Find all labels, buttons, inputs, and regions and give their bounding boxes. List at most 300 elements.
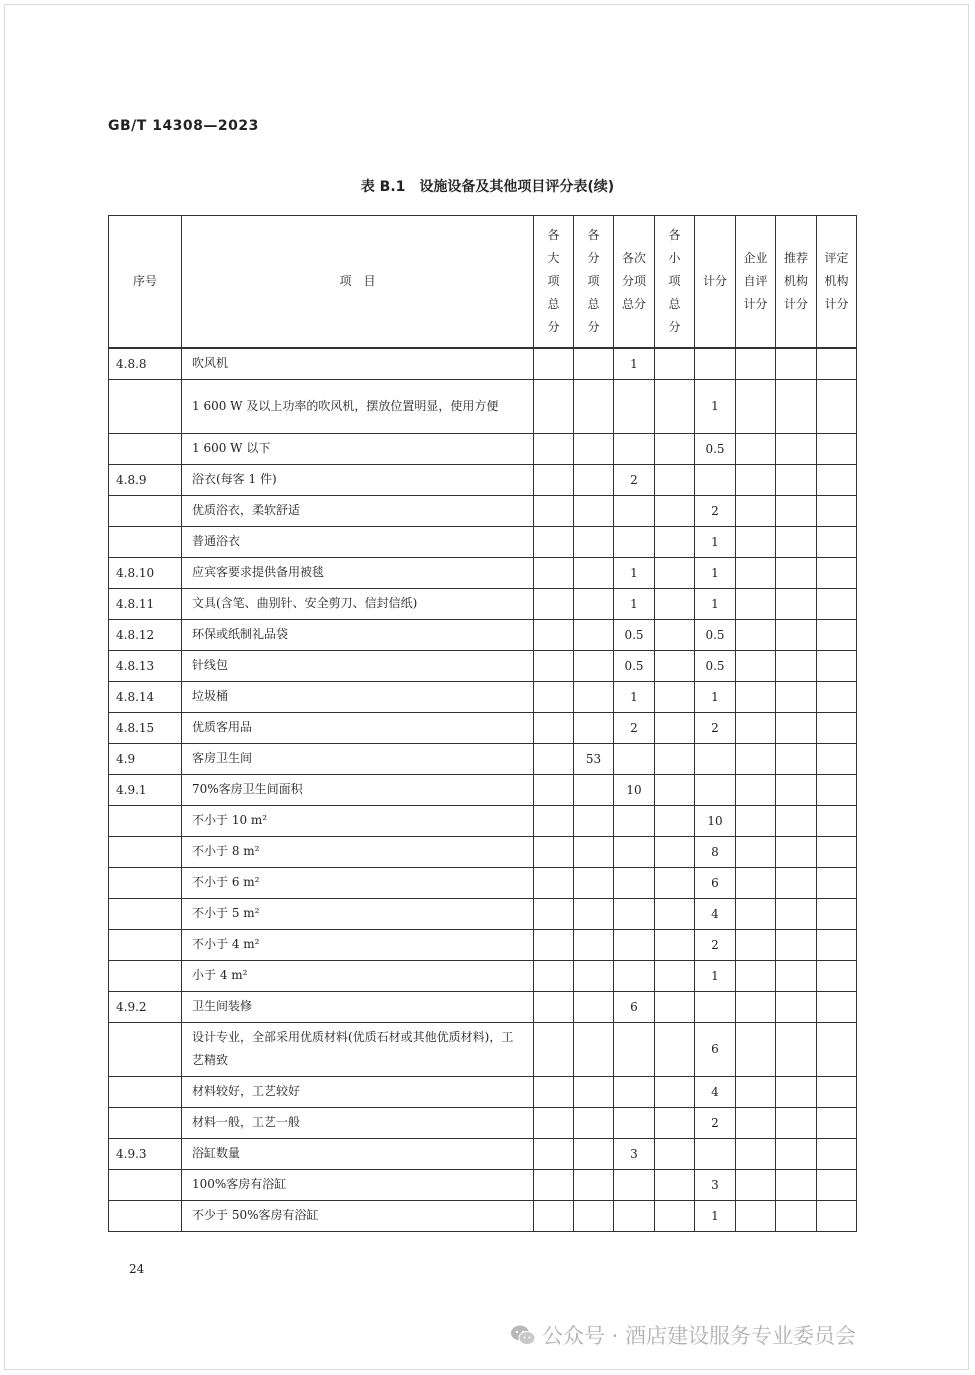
row-minor-total bbox=[655, 619, 695, 650]
row-self-eval bbox=[736, 348, 776, 380]
row-sub-total bbox=[574, 805, 614, 836]
row-secondary-total bbox=[614, 1022, 655, 1076]
row-major-total bbox=[534, 1138, 574, 1169]
row-code bbox=[109, 1107, 182, 1138]
row-sub-total bbox=[574, 681, 614, 712]
row-rating-eval bbox=[817, 526, 857, 557]
row-secondary-total bbox=[614, 433, 655, 464]
row-major-total bbox=[534, 526, 574, 557]
row-recommend-eval bbox=[776, 650, 817, 681]
row-sub-total bbox=[574, 712, 614, 743]
row-code: 4.8.13 bbox=[109, 650, 182, 681]
row-major-total bbox=[534, 557, 574, 588]
row-item: 吹风机 bbox=[182, 348, 534, 380]
row-rating-eval bbox=[817, 495, 857, 526]
row-self-eval bbox=[736, 929, 776, 960]
row-self-eval bbox=[736, 712, 776, 743]
row-secondary-total bbox=[614, 929, 655, 960]
row-self-eval bbox=[736, 1076, 776, 1107]
row-score: 6 bbox=[695, 1022, 736, 1076]
watermark-text: 公众号 · 酒店建设服务专业委员会 bbox=[542, 1324, 857, 1348]
row-minor-total bbox=[655, 681, 695, 712]
row-sub-total bbox=[574, 650, 614, 681]
row-score bbox=[695, 1138, 736, 1169]
row-score: 8 bbox=[695, 836, 736, 867]
row-sub-total bbox=[574, 1022, 614, 1076]
row-recommend-eval bbox=[776, 712, 817, 743]
row-code bbox=[109, 867, 182, 898]
row-self-eval bbox=[736, 836, 776, 867]
row-minor-total bbox=[655, 526, 695, 557]
table-row bbox=[109, 1022, 857, 1076]
row-minor-total bbox=[655, 495, 695, 526]
row-major-total bbox=[534, 681, 574, 712]
row-code: 4.8.8 bbox=[109, 348, 182, 380]
table-row bbox=[109, 929, 857, 960]
row-self-eval bbox=[736, 557, 776, 588]
row-major-total bbox=[534, 805, 574, 836]
row-item: 应宾客要求提供备用被毯 bbox=[182, 557, 534, 588]
table-body bbox=[109, 348, 857, 1232]
row-major-total bbox=[534, 836, 574, 867]
row-major-total bbox=[534, 867, 574, 898]
row-score: 1 bbox=[695, 1200, 736, 1231]
table-row bbox=[109, 898, 857, 929]
col-header-rating-eval: 评定机构计分 bbox=[817, 216, 857, 348]
standard-code: GB/T 14308—2023 bbox=[108, 118, 259, 134]
row-major-total bbox=[534, 495, 574, 526]
row-score bbox=[695, 464, 736, 495]
row-recommend-eval bbox=[776, 991, 817, 1022]
row-item: 不小于 5 m² bbox=[182, 898, 534, 929]
row-code bbox=[109, 495, 182, 526]
row-rating-eval bbox=[817, 433, 857, 464]
row-code bbox=[109, 836, 182, 867]
row-minor-total bbox=[655, 650, 695, 681]
col-header-self-eval: 企业自评计分 bbox=[736, 216, 776, 348]
row-rating-eval bbox=[817, 619, 857, 650]
row-score: 6 bbox=[695, 867, 736, 898]
table-row bbox=[109, 557, 857, 588]
row-score: 0.5 bbox=[695, 433, 736, 464]
row-secondary-total: 1 bbox=[614, 588, 655, 619]
row-self-eval bbox=[736, 588, 776, 619]
row-sub-total bbox=[574, 1107, 614, 1138]
row-sub-total bbox=[574, 495, 614, 526]
row-code bbox=[109, 805, 182, 836]
table-row bbox=[109, 1200, 857, 1231]
row-minor-total bbox=[655, 433, 695, 464]
row-item: 浴衣(每客 1 件) bbox=[182, 464, 534, 495]
row-score: 2 bbox=[695, 712, 736, 743]
row-secondary-total bbox=[614, 1200, 655, 1231]
row-rating-eval bbox=[817, 1076, 857, 1107]
row-item: 垃圾桶 bbox=[182, 681, 534, 712]
row-minor-total bbox=[655, 348, 695, 380]
row-score bbox=[695, 774, 736, 805]
row-minor-total bbox=[655, 960, 695, 991]
table-row bbox=[109, 526, 857, 557]
row-secondary-total bbox=[614, 867, 655, 898]
row-recommend-eval bbox=[776, 960, 817, 991]
row-major-total bbox=[534, 650, 574, 681]
row-sub-total bbox=[574, 898, 614, 929]
row-sub-total bbox=[574, 991, 614, 1022]
row-self-eval bbox=[736, 379, 776, 433]
row-secondary-total bbox=[614, 1107, 655, 1138]
table-row bbox=[109, 805, 857, 836]
row-major-total bbox=[534, 960, 574, 991]
row-code bbox=[109, 379, 182, 433]
row-item: 针线包 bbox=[182, 650, 534, 681]
row-self-eval bbox=[736, 805, 776, 836]
row-secondary-total: 2 bbox=[614, 712, 655, 743]
table-row bbox=[109, 1107, 857, 1138]
row-recommend-eval bbox=[776, 526, 817, 557]
row-score: 2 bbox=[695, 929, 736, 960]
table-row bbox=[109, 960, 857, 991]
row-sub-total bbox=[574, 619, 614, 650]
row-minor-total bbox=[655, 1022, 695, 1076]
row-secondary-total: 10 bbox=[614, 774, 655, 805]
row-code: 4.8.10 bbox=[109, 557, 182, 588]
table-row bbox=[109, 619, 857, 650]
table-header-row bbox=[109, 216, 857, 348]
row-self-eval bbox=[736, 526, 776, 557]
row-score: 1 bbox=[695, 960, 736, 991]
row-sub-total bbox=[574, 960, 614, 991]
row-score bbox=[695, 991, 736, 1022]
row-major-total bbox=[534, 1200, 574, 1231]
row-item: 不少于 50%客房有浴缸 bbox=[182, 1200, 534, 1231]
row-secondary-total bbox=[614, 1169, 655, 1200]
table-row bbox=[109, 681, 857, 712]
row-rating-eval bbox=[817, 464, 857, 495]
row-recommend-eval bbox=[776, 1169, 817, 1200]
wechat-icon bbox=[510, 1324, 536, 1346]
row-sub-total bbox=[574, 774, 614, 805]
row-secondary-total: 2 bbox=[614, 464, 655, 495]
row-recommend-eval bbox=[776, 1107, 817, 1138]
row-self-eval bbox=[736, 433, 776, 464]
row-score: 0.5 bbox=[695, 650, 736, 681]
row-self-eval bbox=[736, 464, 776, 495]
row-secondary-total bbox=[614, 495, 655, 526]
row-major-total bbox=[534, 743, 574, 774]
row-code bbox=[109, 960, 182, 991]
row-secondary-total bbox=[614, 836, 655, 867]
row-item: 卫生间装修 bbox=[182, 991, 534, 1022]
row-item: 浴缸数量 bbox=[182, 1138, 534, 1169]
row-code bbox=[109, 1076, 182, 1107]
row-recommend-eval bbox=[776, 464, 817, 495]
row-rating-eval bbox=[817, 557, 857, 588]
row-minor-total bbox=[655, 1169, 695, 1200]
table-row bbox=[109, 774, 857, 805]
row-self-eval bbox=[736, 681, 776, 712]
col-header-code: 序号 bbox=[109, 216, 182, 348]
row-self-eval bbox=[736, 898, 776, 929]
row-rating-eval bbox=[817, 1200, 857, 1231]
row-score: 4 bbox=[695, 1076, 736, 1107]
row-recommend-eval bbox=[776, 433, 817, 464]
row-rating-eval bbox=[817, 650, 857, 681]
row-major-total bbox=[534, 1022, 574, 1076]
row-major-total bbox=[534, 619, 574, 650]
row-recommend-eval bbox=[776, 929, 817, 960]
row-sub-total bbox=[574, 464, 614, 495]
row-minor-total bbox=[655, 712, 695, 743]
row-sub-total: 53 bbox=[574, 743, 614, 774]
row-sub-total bbox=[574, 348, 614, 380]
row-minor-total bbox=[655, 898, 695, 929]
row-sub-total bbox=[574, 929, 614, 960]
row-sub-total bbox=[574, 1076, 614, 1107]
row-minor-total bbox=[655, 836, 695, 867]
row-rating-eval bbox=[817, 991, 857, 1022]
row-item: 小于 4 m² bbox=[182, 960, 534, 991]
row-secondary-total: 3 bbox=[614, 1138, 655, 1169]
table-row bbox=[109, 588, 857, 619]
row-score: 3 bbox=[695, 1169, 736, 1200]
row-minor-total bbox=[655, 743, 695, 774]
row-secondary-total bbox=[614, 898, 655, 929]
row-secondary-total bbox=[614, 743, 655, 774]
table-row bbox=[109, 433, 857, 464]
row-self-eval bbox=[736, 743, 776, 774]
row-code: 4.8.11 bbox=[109, 588, 182, 619]
row-self-eval bbox=[736, 1169, 776, 1200]
row-sub-total bbox=[574, 836, 614, 867]
row-recommend-eval bbox=[776, 557, 817, 588]
row-minor-total bbox=[655, 774, 695, 805]
row-rating-eval bbox=[817, 960, 857, 991]
row-recommend-eval bbox=[776, 836, 817, 867]
row-self-eval bbox=[736, 1200, 776, 1231]
row-code: 4.8.9 bbox=[109, 464, 182, 495]
row-secondary-total bbox=[614, 526, 655, 557]
row-item: 不小于 6 m² bbox=[182, 867, 534, 898]
row-code: 4.9.1 bbox=[109, 774, 182, 805]
row-minor-total bbox=[655, 1138, 695, 1169]
row-sub-total bbox=[574, 526, 614, 557]
row-rating-eval bbox=[817, 379, 857, 433]
table-row bbox=[109, 348, 857, 380]
row-item: 优质浴衣，柔软舒适 bbox=[182, 495, 534, 526]
row-minor-total bbox=[655, 379, 695, 433]
row-rating-eval bbox=[817, 743, 857, 774]
row-code: 4.9.3 bbox=[109, 1138, 182, 1169]
row-recommend-eval bbox=[776, 619, 817, 650]
row-sub-total bbox=[574, 1200, 614, 1231]
row-self-eval bbox=[736, 1107, 776, 1138]
row-minor-total bbox=[655, 1107, 695, 1138]
row-rating-eval bbox=[817, 1169, 857, 1200]
row-recommend-eval bbox=[776, 1076, 817, 1107]
col-header-sub-total: 各分项总分 bbox=[574, 216, 614, 348]
row-secondary-total bbox=[614, 960, 655, 991]
row-code: 4.8.12 bbox=[109, 619, 182, 650]
row-code bbox=[109, 433, 182, 464]
row-major-total bbox=[534, 348, 574, 380]
row-minor-total bbox=[655, 588, 695, 619]
row-item: 不小于 4 m² bbox=[182, 929, 534, 960]
row-rating-eval bbox=[817, 805, 857, 836]
row-minor-total bbox=[655, 867, 695, 898]
row-secondary-total: 0.5 bbox=[614, 650, 655, 681]
row-rating-eval bbox=[817, 712, 857, 743]
row-secondary-total: 6 bbox=[614, 991, 655, 1022]
row-rating-eval bbox=[817, 1022, 857, 1076]
row-sub-total bbox=[574, 588, 614, 619]
row-secondary-total: 1 bbox=[614, 348, 655, 380]
row-item: 不小于 10 m² bbox=[182, 805, 534, 836]
row-major-total bbox=[534, 588, 574, 619]
col-header-recommend-eval: 推荐机构计分 bbox=[776, 216, 817, 348]
row-minor-total bbox=[655, 464, 695, 495]
table-row bbox=[109, 991, 857, 1022]
row-score bbox=[695, 348, 736, 380]
table-row bbox=[109, 712, 857, 743]
row-minor-total bbox=[655, 1076, 695, 1107]
row-item: 文具(含笔、曲别针、安全剪刀、信封信纸) bbox=[182, 588, 534, 619]
row-recommend-eval bbox=[776, 681, 817, 712]
row-score: 1 bbox=[695, 557, 736, 588]
watermark bbox=[510, 1320, 856, 1350]
row-code bbox=[109, 898, 182, 929]
row-sub-total bbox=[574, 867, 614, 898]
row-major-total bbox=[534, 898, 574, 929]
row-score: 1 bbox=[695, 681, 736, 712]
row-item: 1 600 W 及以上功率的吹风机，摆放位置明显，使用方便 bbox=[182, 379, 534, 433]
row-recommend-eval bbox=[776, 898, 817, 929]
col-header-score: 计分 bbox=[695, 216, 736, 348]
row-sub-total bbox=[574, 379, 614, 433]
score-table bbox=[108, 215, 857, 1232]
row-recommend-eval bbox=[776, 348, 817, 380]
row-code bbox=[109, 929, 182, 960]
col-header-minor-total: 各小项总分 bbox=[655, 216, 695, 348]
row-major-total bbox=[534, 1169, 574, 1200]
table-row bbox=[109, 650, 857, 681]
table-row bbox=[109, 836, 857, 867]
row-recommend-eval bbox=[776, 379, 817, 433]
row-item: 客房卫生间 bbox=[182, 743, 534, 774]
page-number: 24 bbox=[129, 1262, 145, 1276]
row-secondary-total bbox=[614, 1076, 655, 1107]
row-secondary-total bbox=[614, 805, 655, 836]
row-code: 4.8.15 bbox=[109, 712, 182, 743]
row-item: 1 600 W 以下 bbox=[182, 433, 534, 464]
row-code: 4.8.14 bbox=[109, 681, 182, 712]
table-row bbox=[109, 464, 857, 495]
row-self-eval bbox=[736, 774, 776, 805]
row-code bbox=[109, 1200, 182, 1231]
row-item: 70%客房卫生间面积 bbox=[182, 774, 534, 805]
row-rating-eval bbox=[817, 774, 857, 805]
col-header-secondary-total: 各次分项总分 bbox=[614, 216, 655, 348]
row-major-total bbox=[534, 991, 574, 1022]
row-secondary-total: 0.5 bbox=[614, 619, 655, 650]
table-row bbox=[109, 1138, 857, 1169]
row-code: 4.9 bbox=[109, 743, 182, 774]
row-item: 100%客房有浴缸 bbox=[182, 1169, 534, 1200]
row-major-total bbox=[534, 1076, 574, 1107]
row-major-total bbox=[534, 712, 574, 743]
table-row bbox=[109, 495, 857, 526]
row-rating-eval bbox=[817, 898, 857, 929]
col-header-major-total: 各大项总分 bbox=[534, 216, 574, 348]
row-recommend-eval bbox=[776, 743, 817, 774]
row-self-eval bbox=[736, 650, 776, 681]
row-major-total bbox=[534, 774, 574, 805]
row-minor-total bbox=[655, 805, 695, 836]
row-self-eval bbox=[736, 960, 776, 991]
table-title: 表 B.1 设施设备及其他项目评分表(续) bbox=[360, 179, 615, 195]
row-minor-total bbox=[655, 991, 695, 1022]
row-score: 4 bbox=[695, 898, 736, 929]
row-item: 不小于 8 m² bbox=[182, 836, 534, 867]
row-recommend-eval bbox=[776, 1022, 817, 1076]
row-recommend-eval bbox=[776, 1200, 817, 1231]
row-recommend-eval bbox=[776, 867, 817, 898]
row-recommend-eval bbox=[776, 774, 817, 805]
row-sub-total bbox=[574, 1138, 614, 1169]
row-secondary-total: 1 bbox=[614, 681, 655, 712]
row-item: 设计专业，全部采用优质材料(优质石材或其他优质材料)，工艺精致 bbox=[182, 1022, 534, 1076]
row-self-eval bbox=[736, 1022, 776, 1076]
col-header-item: 项 目 bbox=[182, 216, 534, 348]
row-major-total bbox=[534, 929, 574, 960]
row-item: 优质客用品 bbox=[182, 712, 534, 743]
row-major-total bbox=[534, 1107, 574, 1138]
row-rating-eval bbox=[817, 929, 857, 960]
row-item: 材料较好，工艺较好 bbox=[182, 1076, 534, 1107]
row-rating-eval bbox=[817, 836, 857, 867]
table-row bbox=[109, 379, 857, 433]
row-item: 环保或纸制礼品袋 bbox=[182, 619, 534, 650]
row-minor-total bbox=[655, 557, 695, 588]
row-rating-eval bbox=[817, 1107, 857, 1138]
row-score: 2 bbox=[695, 1107, 736, 1138]
row-recommend-eval bbox=[776, 588, 817, 619]
row-secondary-total bbox=[614, 379, 655, 433]
row-score: 1 bbox=[695, 379, 736, 433]
row-score: 1 bbox=[695, 588, 736, 619]
row-item: 材料一般，工艺一般 bbox=[182, 1107, 534, 1138]
row-sub-total bbox=[574, 1169, 614, 1200]
row-recommend-eval bbox=[776, 495, 817, 526]
row-major-total bbox=[534, 433, 574, 464]
row-score: 0.5 bbox=[695, 619, 736, 650]
row-rating-eval bbox=[817, 681, 857, 712]
row-self-eval bbox=[736, 867, 776, 898]
row-code bbox=[109, 1169, 182, 1200]
row-code bbox=[109, 526, 182, 557]
row-score: 2 bbox=[695, 495, 736, 526]
row-self-eval bbox=[736, 1138, 776, 1169]
row-rating-eval bbox=[817, 1138, 857, 1169]
row-minor-total bbox=[655, 1200, 695, 1231]
row-recommend-eval bbox=[776, 805, 817, 836]
row-sub-total bbox=[574, 433, 614, 464]
table-row bbox=[109, 1169, 857, 1200]
table-row bbox=[109, 743, 857, 774]
row-rating-eval bbox=[817, 867, 857, 898]
row-recommend-eval bbox=[776, 1138, 817, 1169]
row-self-eval bbox=[736, 991, 776, 1022]
row-item: 普通浴衣 bbox=[182, 526, 534, 557]
